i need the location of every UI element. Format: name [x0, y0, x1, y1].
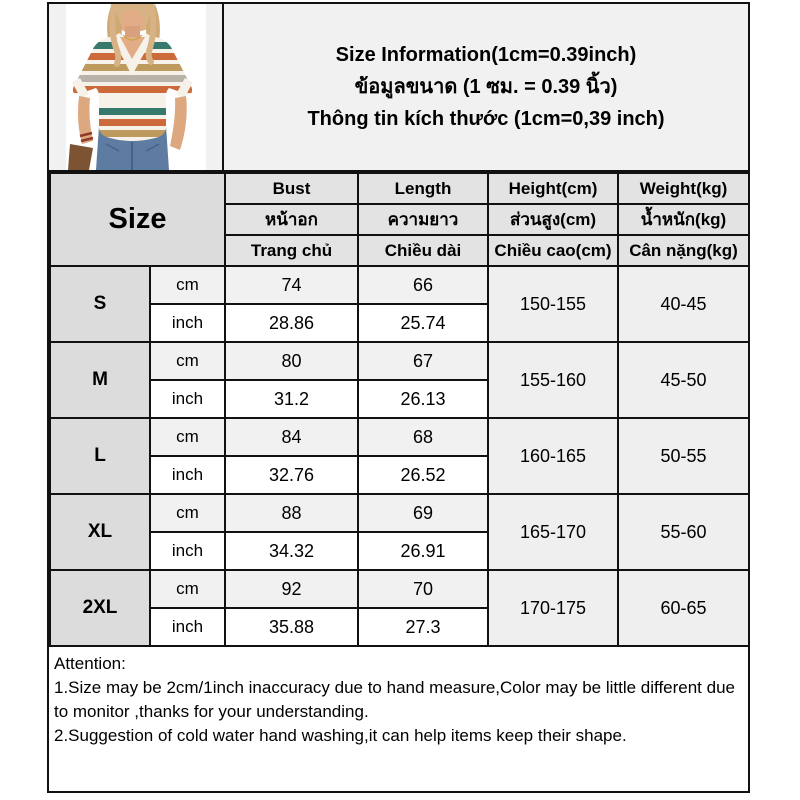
unit-inch: inch — [150, 380, 225, 418]
size-label-l: L — [50, 418, 150, 494]
bust-cm-xl: 88 — [225, 494, 358, 532]
bust-cm-l: 84 — [225, 418, 358, 456]
col-bust-vi: Trang chủ — [225, 235, 358, 266]
size-label-s: S — [50, 266, 150, 342]
col-bust-th: หน้าอก — [225, 204, 358, 235]
size-label-xl: XL — [50, 494, 150, 570]
weight-range-s: 40-45 — [618, 266, 749, 342]
height-range-m: 155-160 — [488, 342, 618, 418]
size-chart-sheet — [47, 2, 750, 793]
height-range-2xl: 170-175 — [488, 570, 618, 646]
length-inch-2xl: 27.3 — [358, 608, 488, 646]
length-cm-s: 66 — [358, 266, 488, 304]
product-photo-cell — [49, 4, 224, 170]
unit-cm: cm — [150, 266, 225, 304]
striped-shirt-model-illustration — [66, 4, 206, 170]
bust-inch-xl: 34.32 — [225, 532, 358, 570]
length-inch-xl: 26.91 — [358, 532, 488, 570]
col-weight-th: น้ำหนัก(kg) — [618, 204, 749, 235]
title-vietnamese: Thông tin kích thước (1cm=0,39 inch) — [307, 108, 665, 130]
length-inch-l: 26.52 — [358, 456, 488, 494]
bust-inch-2xl: 35.88 — [225, 608, 358, 646]
length-inch-m: 26.13 — [358, 380, 488, 418]
height-range-s: 150-155 — [488, 266, 618, 342]
bust-inch-m: 31.2 — [225, 380, 358, 418]
handbag — [68, 144, 93, 170]
attention-section — [49, 647, 748, 791]
col-length-en: Length — [358, 173, 488, 204]
length-inch-s: 25.74 — [358, 304, 488, 342]
col-bust-en: Bust — [225, 173, 358, 204]
unit-cm: cm — [150, 342, 225, 380]
col-height-vi: Chiều cao(cm) — [488, 235, 618, 266]
size-information-title — [224, 4, 748, 170]
model-face — [121, 9, 143, 40]
title-english: Size Information(1cm=0.39inch) — [335, 44, 637, 66]
col-length-th: ความยาว — [358, 204, 488, 235]
unit-cm: cm — [150, 494, 225, 532]
col-height-th: ส่วนสูง(cm) — [488, 204, 618, 235]
header-row-english — [50, 173, 749, 204]
size-label-2xl: 2XL — [50, 570, 150, 646]
table-row-m-cm — [50, 342, 749, 380]
col-weight-en: Weight(kg) — [618, 173, 749, 204]
bust-cm-2xl: 92 — [225, 570, 358, 608]
length-cm-m: 67 — [358, 342, 488, 380]
height-range-xl: 165-170 — [488, 494, 618, 570]
col-weight-vi: Cân nặng(kg) — [618, 235, 749, 266]
unit-inch: inch — [150, 304, 225, 342]
attention-note-2: 2.Suggestion of cold water hand washing,it can help items keep their shape. — [54, 726, 627, 745]
weight-range-xl: 55-60 — [618, 494, 749, 570]
size-label-m: M — [50, 342, 150, 418]
length-cm-l: 68 — [358, 418, 488, 456]
col-height-en: Height(cm) — [488, 173, 618, 204]
title-thai: ข้อมูลขนาด (1 ซม. = 0.39 นิ้ว) — [354, 76, 618, 98]
size-table — [49, 172, 750, 647]
unit-cm: cm — [150, 418, 225, 456]
attention-heading: Attention: — [54, 654, 126, 673]
unit-cm: cm — [150, 570, 225, 608]
weight-range-2xl: 60-65 — [618, 570, 749, 646]
weight-range-m: 45-50 — [618, 342, 749, 418]
bust-cm-s: 74 — [225, 266, 358, 304]
unit-inch: inch — [150, 456, 225, 494]
table-row-s-cm — [50, 266, 749, 304]
table-row-xl-cm — [50, 494, 749, 532]
bust-inch-l: 32.76 — [225, 456, 358, 494]
product-photo — [66, 4, 206, 170]
bust-cm-m: 80 — [225, 342, 358, 380]
attention-note-1: 1.Size may be 2cm/1inch inaccuracy due to hand measure,Color may be little different due to monitor ,thanks for your understanding. — [54, 678, 735, 721]
weight-range-l: 50-55 — [618, 418, 749, 494]
length-cm-xl: 69 — [358, 494, 488, 532]
size-corner-label: Size — [50, 173, 225, 266]
bust-inch-s: 28.86 — [225, 304, 358, 342]
unit-inch: inch — [150, 532, 225, 570]
unit-inch: inch — [150, 608, 225, 646]
length-cm-2xl: 70 — [358, 570, 488, 608]
table-row-l-cm — [50, 418, 749, 456]
table-row-2xl-cm — [50, 570, 749, 608]
col-length-vi: Chiều dài — [358, 235, 488, 266]
height-range-l: 160-165 — [488, 418, 618, 494]
top-banner — [49, 4, 748, 172]
